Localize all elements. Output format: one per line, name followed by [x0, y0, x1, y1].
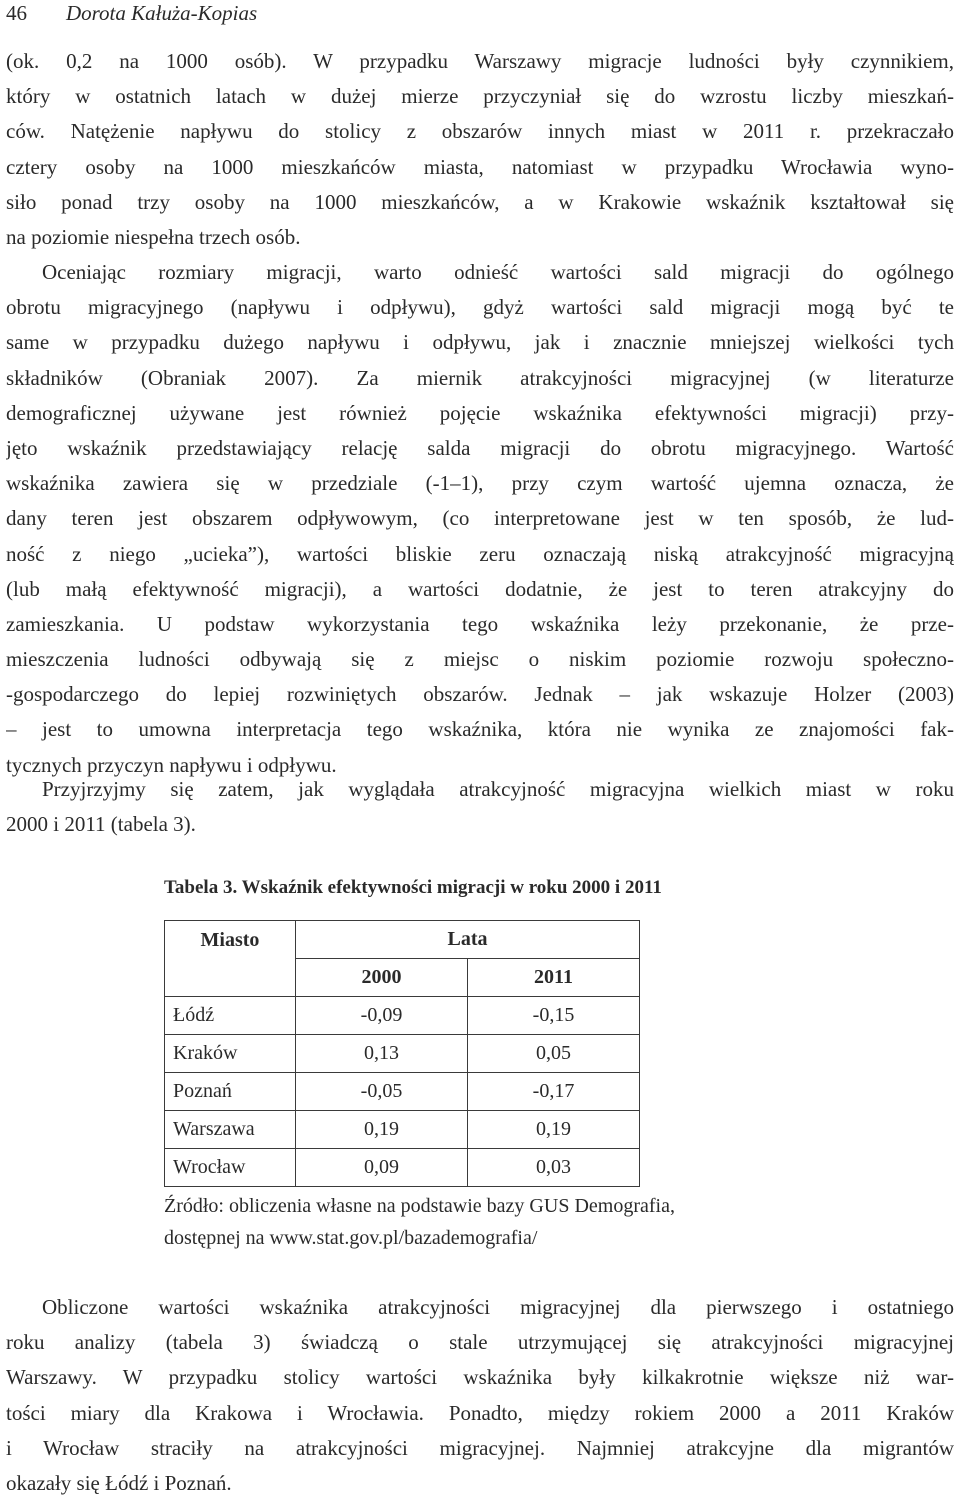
source-line: dostępnej na www.stat.gov.pl/bazademografia/: [164, 1227, 538, 1249]
text-line: tycznych przyczyn napływu i odpływu.: [6, 752, 337, 777]
value-2011-cell: 0,19: [468, 1111, 640, 1149]
text-line: zamieszkania. U podstaw wykorzystania tego wskaźnika leży przekonanie, że prze-: [6, 611, 954, 636]
paragraph-2: [6, 255, 954, 783]
efficiency-table: [164, 920, 640, 1187]
header-year-2011: 2011: [468, 959, 640, 997]
text-line: – jest to umowna interpretacja tego wskaźnika, która nie wynika ze znajomości fak-: [6, 717, 954, 742]
header-city: Miasto: [165, 921, 296, 997]
value-2011-cell: 0,05: [468, 1035, 640, 1073]
table-row: [165, 1073, 640, 1111]
text-line: (lub małą efektywność migracji), a wartości dodatnie, że jest to teren atrakcyjny do: [6, 576, 954, 601]
text-line: 2000 i 2011 (tabela 3).: [6, 812, 196, 837]
text-line: obrotu migracyjnego (napływu i odpływu), gdyż wartości sald migracji mogą być te: [6, 295, 954, 320]
text-line: -gospodarczego do lepiej rozwiniętych obszarów. Jednak – jak wskazuje Holzer (2003): [6, 682, 954, 707]
value-2011-cell: -0,17: [468, 1073, 640, 1111]
page-number: 46: [6, 1, 27, 25]
text-line: (ok. 0,2 na 1000 osób). W przypadku Warszawy migracje ludności były czynnikiem,: [6, 49, 954, 73]
text-line: demograficznej używane jest również pojęcie wskaźnika efektywności migracji) przy-: [6, 400, 954, 425]
text-line: Oceniając rozmiary migracji, warto odnieść wartości sald migracji do ogólnego: [42, 260, 954, 284]
table-source-note: [164, 1190, 824, 1254]
value-2011-cell: -0,15: [468, 997, 640, 1035]
source-line: Źródło: obliczenia własne na podstawie bazy GUS Demografia,: [164, 1195, 675, 1217]
text-line: okazały się Łódź i Poznań.: [6, 1470, 232, 1495]
table-row: [165, 1035, 640, 1073]
table-caption: Tabela 3. Wskaźnik efektywności migracji w roku 2000 i 2011: [164, 877, 662, 898]
text-line: dany teren jest obszarem odpływowym, (co interpretowane jest w ten sposób, że lud-: [6, 506, 954, 531]
text-line: ność z niego „ucieka”), wartości bliskie zeru oznaczają niską atrakcyjność migracyjną: [6, 541, 954, 566]
city-cell: Łódź: [165, 997, 296, 1035]
text-line: Przyjrzyjmy się zatem, jak wyglądała atrakcyjność migracyjna wielkich miast w roku: [42, 777, 954, 801]
value-2000-cell: -0,09: [296, 997, 468, 1035]
header-year-2000: 2000: [296, 959, 468, 997]
value-2000-cell: 0,09: [296, 1149, 468, 1187]
text-line: i Wrocław straciły na atrakcyjności migracyjnej. Najmniej atrakcyjne dla migrantów: [6, 1435, 954, 1460]
paragraph-1: [6, 44, 954, 255]
table-row: [165, 1111, 640, 1149]
value-2000-cell: -0,05: [296, 1073, 468, 1111]
text-line: mieszczenia ludności odbywają się z miejsc o niskim poziomie rozwoju społeczno-: [6, 647, 954, 672]
table-row: [165, 1149, 640, 1187]
paragraph-3: [6, 772, 954, 842]
text-line: jęto wskaźnik przedstawiający relację salda migracji do obrotu migracyjnego. Wartość: [6, 435, 954, 460]
value-2000-cell: 0,19: [296, 1111, 468, 1149]
paragraph-4: [6, 1290, 954, 1501]
text-line: cztery osoby na 1000 mieszkańców miasta, natomiast w przypadku Wrocławia wyno-: [6, 154, 954, 179]
value-2000-cell: 0,13: [296, 1035, 468, 1073]
text-line: siło ponad trzy osoby na 1000 mieszkańców, a w Krakowie wskaźnik kształtował się: [6, 189, 954, 214]
running-head-author: Dorota Kałuża-Kopias: [66, 1, 258, 25]
header-years: Lata: [296, 921, 640, 959]
text-line: składników (Obraniak 2007). Za miernik atrakcyjności migracyjnej (w literaturze: [6, 365, 954, 390]
text-line: same w przypadku dużego napływu i odpływu, jak i znacznie mniejszej wielkości tych: [6, 330, 954, 355]
city-cell: Poznań: [165, 1073, 296, 1111]
text-line: na poziomie niespełna trzech osób.: [6, 224, 301, 249]
text-line: tości miary dla Krakowa i Wrocławia. Ponadto, między rokiem 2000 a 2011 Kraków: [6, 1400, 954, 1425]
table-row: [165, 997, 640, 1035]
table-header-row: [165, 921, 640, 959]
city-cell: Warszawa: [165, 1111, 296, 1149]
text-line: wskaźnika zawiera się w przedziale (-1–1), przy czym wartość ujemna oznacza, że: [6, 471, 954, 496]
text-line: Warszawy. W przypadku stolicy wartości wskaźnika były kilkakrotnie większe niż war-: [6, 1365, 954, 1390]
city-cell: Kraków: [165, 1035, 296, 1073]
text-line: roku analizy (tabela 3) świadczą o stale utrzymującej się atrakcyjności migracyjnej: [6, 1330, 954, 1355]
city-cell: Wrocław: [165, 1149, 296, 1187]
page-header: [6, 0, 257, 26]
text-line: Obliczone wartości wskaźnika atrakcyjności migracyjnej dla pierwszego i ostatniego: [42, 1295, 954, 1319]
text-line: który w ostatnich latach w dużej mierze przyczyniał się do wzrostu liczby mieszkań-: [6, 84, 954, 109]
value-2011-cell: 0,03: [468, 1149, 640, 1187]
text-line: ców. Natężenie napływu do stolicy z obszarów innych miast w 2011 r. przekraczało: [6, 119, 954, 144]
